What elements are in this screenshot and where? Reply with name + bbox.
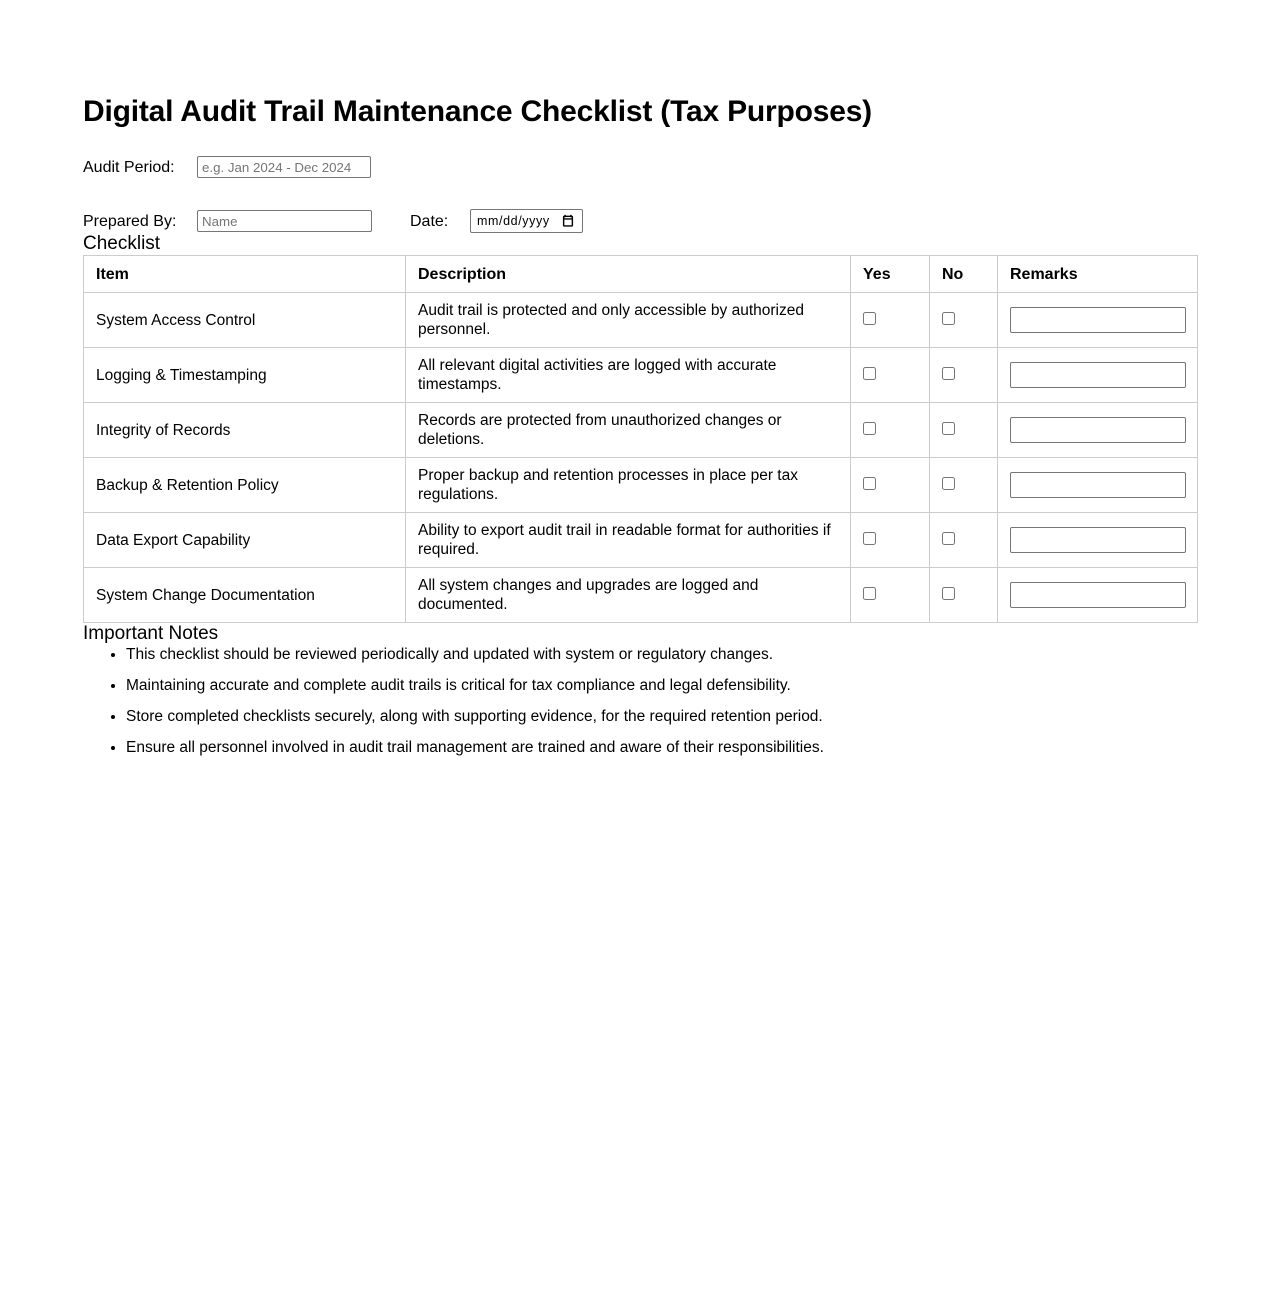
remarks-input[interactable] (1010, 362, 1186, 388)
remarks-input[interactable] (1010, 527, 1186, 553)
no-checkbox[interactable] (942, 532, 955, 545)
item-cell: Data Export Capability (84, 513, 406, 568)
page-title: Digital Audit Trail Maintenance Checklist (Tax Purposes) (83, 95, 872, 128)
table-row (84, 513, 1198, 568)
description-cell: All relevant digital activities are logged with accurate timestamps. (406, 348, 851, 403)
calendar-icon (561, 214, 575, 228)
description-cell: Ability to export audit trail in readable format for authorities if required. (406, 513, 851, 568)
column-header-remarks: Remarks (998, 256, 1198, 293)
note-item: • Maintaining accurate and complete audit trails is critical for tax compliance and legal defensibility. (126, 676, 1197, 696)
yes-checkbox[interactable] (863, 422, 876, 435)
note-item: • This checklist should be reviewed periodically and updated with system or regulatory changes. (126, 645, 1197, 665)
remarks-input[interactable] (1010, 472, 1186, 498)
column-header-yes: Yes (851, 256, 930, 293)
table-row (84, 568, 1198, 623)
audit-period-input[interactable] (197, 156, 371, 178)
yes-checkbox[interactable] (863, 587, 876, 600)
date-placeholder-text: mm/dd/yyyy (477, 214, 550, 228)
prepared-by-row (83, 209, 1197, 233)
remarks-input[interactable] (1010, 582, 1186, 608)
table-row (84, 293, 1198, 348)
no-checkbox[interactable] (942, 422, 955, 435)
description-cell: Proper backup and retention processes in place per tax regulations. (406, 458, 851, 513)
description-cell: Records are protected from unauthorized changes or deletions. (406, 403, 851, 458)
notes-heading: Important Notes (83, 623, 219, 644)
note-item: • Store completed checklists securely, along with supporting evidence, for the required retention period. (126, 707, 1197, 727)
remarks-input[interactable] (1010, 307, 1186, 333)
column-header-description: Description (406, 256, 851, 293)
remarks-input[interactable] (1010, 417, 1186, 443)
prepared-by-label: Prepared By: (83, 212, 177, 230)
checklist-table (83, 255, 1198, 623)
date-input[interactable] (470, 209, 583, 233)
item-cell: Logging & Timestamping (84, 348, 406, 403)
table-row (84, 403, 1198, 458)
yes-checkbox[interactable] (863, 312, 876, 325)
item-cell: System Change Documentation (84, 568, 406, 623)
yes-checkbox[interactable] (863, 477, 876, 490)
no-checkbox[interactable] (942, 587, 955, 600)
no-checkbox[interactable] (942, 477, 955, 490)
table-row (84, 458, 1198, 513)
column-header-no: No (930, 256, 998, 293)
table-row (84, 348, 1198, 403)
audit-period-label: Audit Period: (83, 158, 175, 176)
date-label: Date: (410, 212, 449, 230)
table-header-row (84, 256, 1198, 293)
checklist-heading: Checklist (83, 233, 161, 254)
note-item: • Ensure all personnel involved in audit trail management are trained and aware of their responsibilities. (126, 738, 1197, 758)
description-cell: All system changes and upgrades are logged and documented. (406, 568, 851, 623)
audit-period-row (83, 156, 1197, 178)
no-checkbox[interactable] (942, 367, 955, 380)
no-checkbox[interactable] (942, 312, 955, 325)
prepared-by-input[interactable] (197, 210, 372, 232)
item-cell: Integrity of Records (84, 403, 406, 458)
yes-checkbox[interactable] (863, 367, 876, 380)
yes-checkbox[interactable] (863, 532, 876, 545)
notes-list (83, 645, 1197, 758)
item-cell: Backup & Retention Policy (84, 458, 406, 513)
column-header-item: Item (84, 256, 406, 293)
item-cell: System Access Control (84, 293, 406, 348)
description-cell: Audit trail is protected and only accessible by authorized personnel. (406, 293, 851, 348)
